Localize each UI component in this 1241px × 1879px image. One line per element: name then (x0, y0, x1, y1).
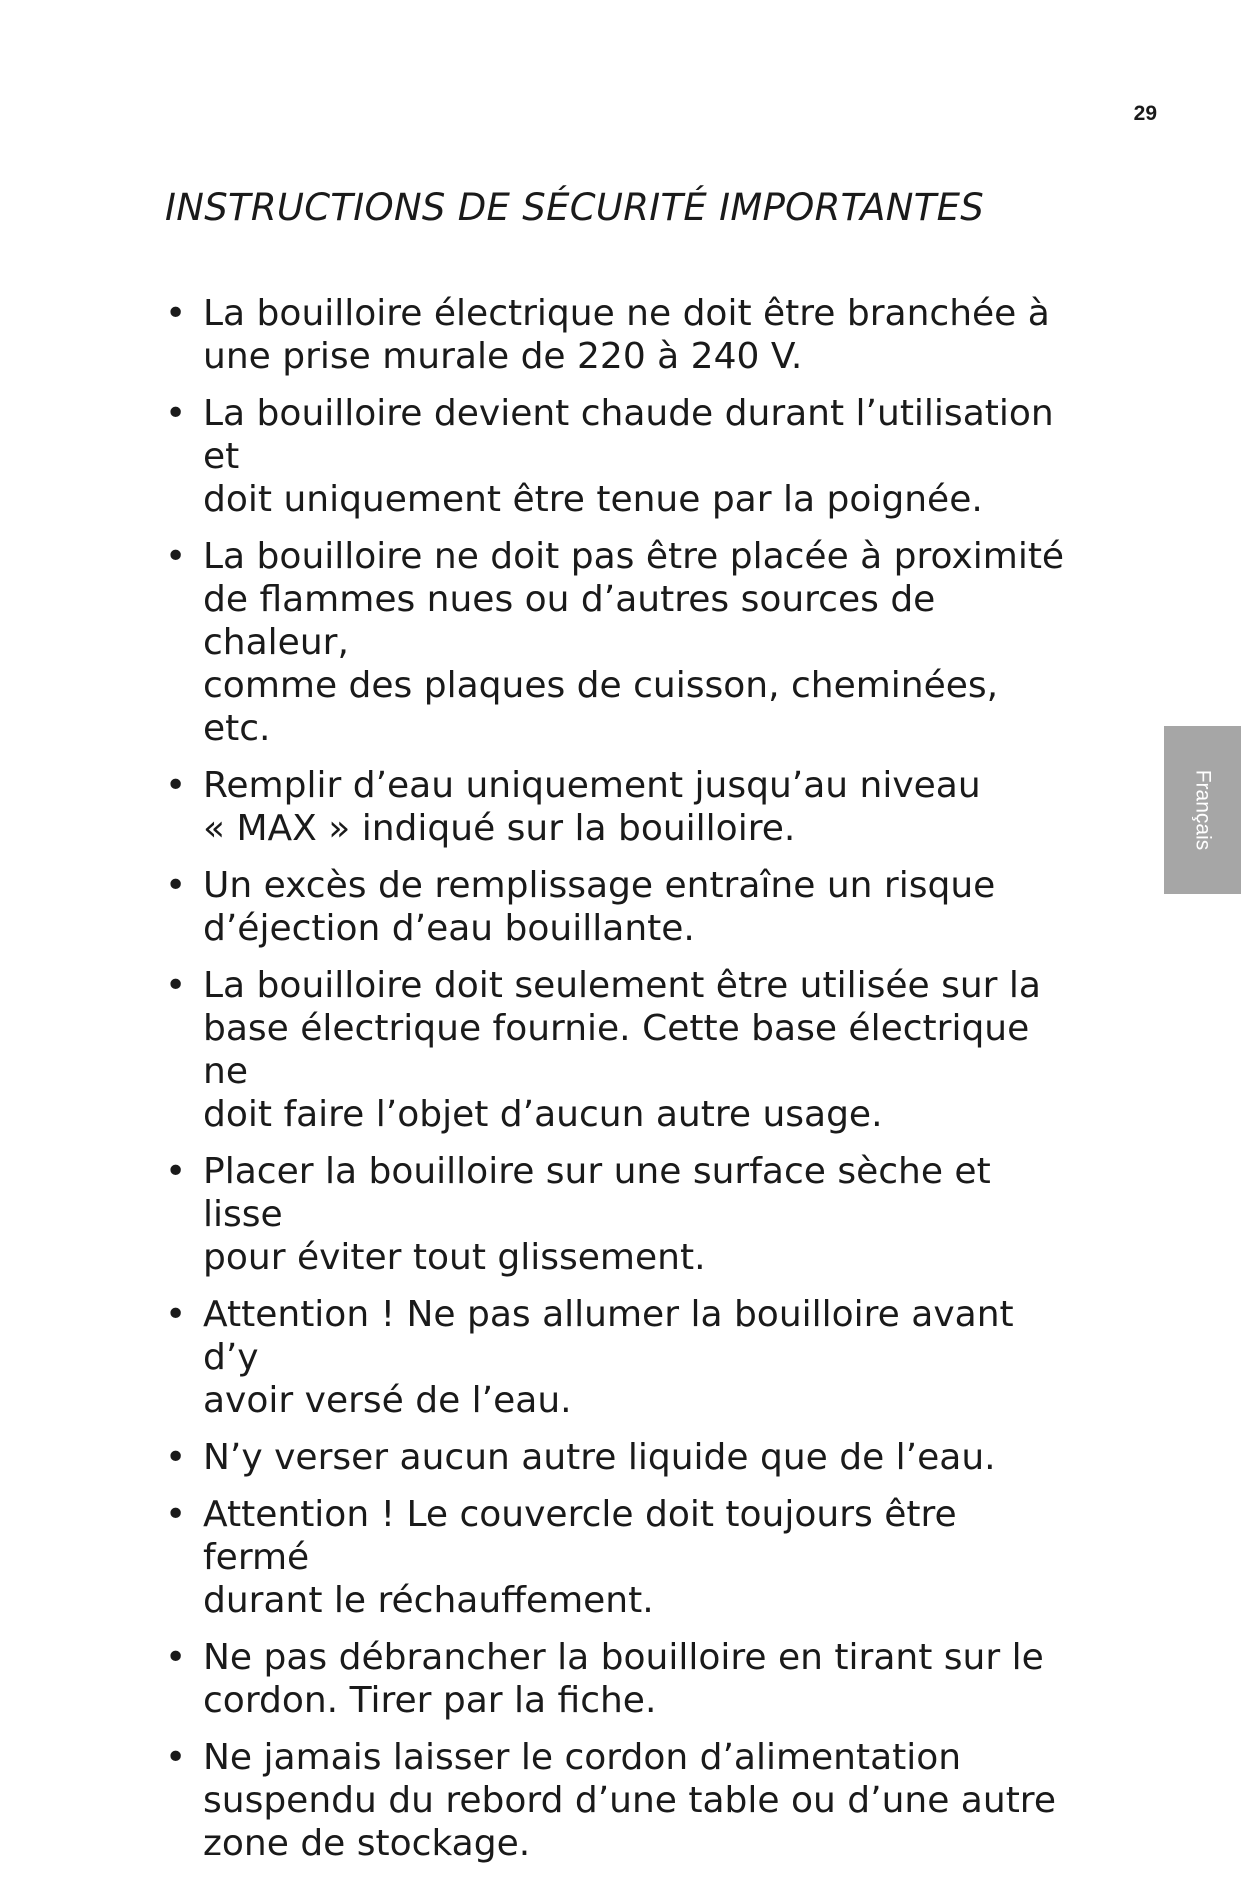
list-item (165, 1636, 1065, 1722)
list-item-text: Ne pas débrancher la bouilloire en tirant sur le cordon. Tirer par la fiche. (203, 1637, 1044, 1721)
list-item-text: La bouilloire ne doit pas être placée à proximité de flammes nues ou d’autres sources de chaleur, comme des plaques de cuisson, cheminées, etc. (203, 536, 1065, 749)
list-item (165, 292, 1065, 378)
bullet-icon: • (165, 1294, 187, 1335)
list-item (165, 964, 1065, 1136)
list-item (165, 392, 1065, 521)
list-item-text: La bouilloire électrique ne doit être branchée à une prise murale de 220 à 240 V. (203, 293, 1050, 377)
list-item (165, 1736, 1065, 1865)
page-title: INSTRUCTIONS DE SÉCURITÉ IMPORTANTES (165, 186, 985, 229)
list-item (165, 1150, 1065, 1279)
list-item (165, 535, 1065, 750)
bullet-icon: • (165, 1437, 187, 1478)
list-item-text: La bouilloire doit seulement être utilisée sur la base électrique fournie. Cette base électrique ne doit faire l’objet d’aucun autre usage. (203, 965, 1041, 1135)
list-item-text: N’y verser aucun autre liquide que de l’eau. (203, 1437, 996, 1478)
list-item (165, 1293, 1065, 1422)
bullet-icon: • (165, 293, 187, 334)
list-item-text: La bouilloire devient chaude durant l’utilisation et doit uniquement être tenue par la poignée. (203, 393, 1054, 520)
safety-instructions-list (165, 292, 1065, 1879)
list-item-text: Attention ! Le couvercle doit toujours être fermé durant le réchauffement. (203, 1494, 957, 1621)
bullet-icon: • (165, 393, 187, 434)
list-item-text: Un excès de remplissage entraîne un risque d’éjection d’eau bouillante. (203, 865, 996, 949)
language-tab-label: Français (1191, 769, 1215, 851)
language-tab (1164, 726, 1241, 894)
list-item (165, 1436, 1065, 1479)
bullet-icon: • (165, 1637, 187, 1678)
bullet-icon: • (165, 865, 187, 906)
bullet-icon: • (165, 765, 187, 806)
list-item (165, 764, 1065, 850)
bullet-icon: • (165, 1151, 187, 1192)
list-item-text: Placer la bouilloire sur une surface sèche et lisse pour éviter tout glissement. (203, 1151, 991, 1278)
bullet-icon: • (165, 536, 187, 577)
list-item-text: Remplir d’eau uniquement jusqu’au niveau « MAX » indiqué sur la bouilloire. (203, 765, 981, 849)
bullet-icon: • (165, 965, 187, 1006)
bullet-icon: • (165, 1494, 187, 1535)
list-item (165, 864, 1065, 950)
list-item-text: Ne jamais laisser le cordon d’alimentation suspendu du rebord d’une table ou d’une autre zone de stockage. (203, 1737, 1056, 1864)
page-number: 29 (1133, 102, 1157, 125)
bullet-icon: • (165, 1737, 187, 1778)
list-item (165, 1493, 1065, 1622)
list-item-text: Attention ! Ne pas allumer la bouilloire avant d’y avoir versé de l’eau. (203, 1294, 1014, 1421)
